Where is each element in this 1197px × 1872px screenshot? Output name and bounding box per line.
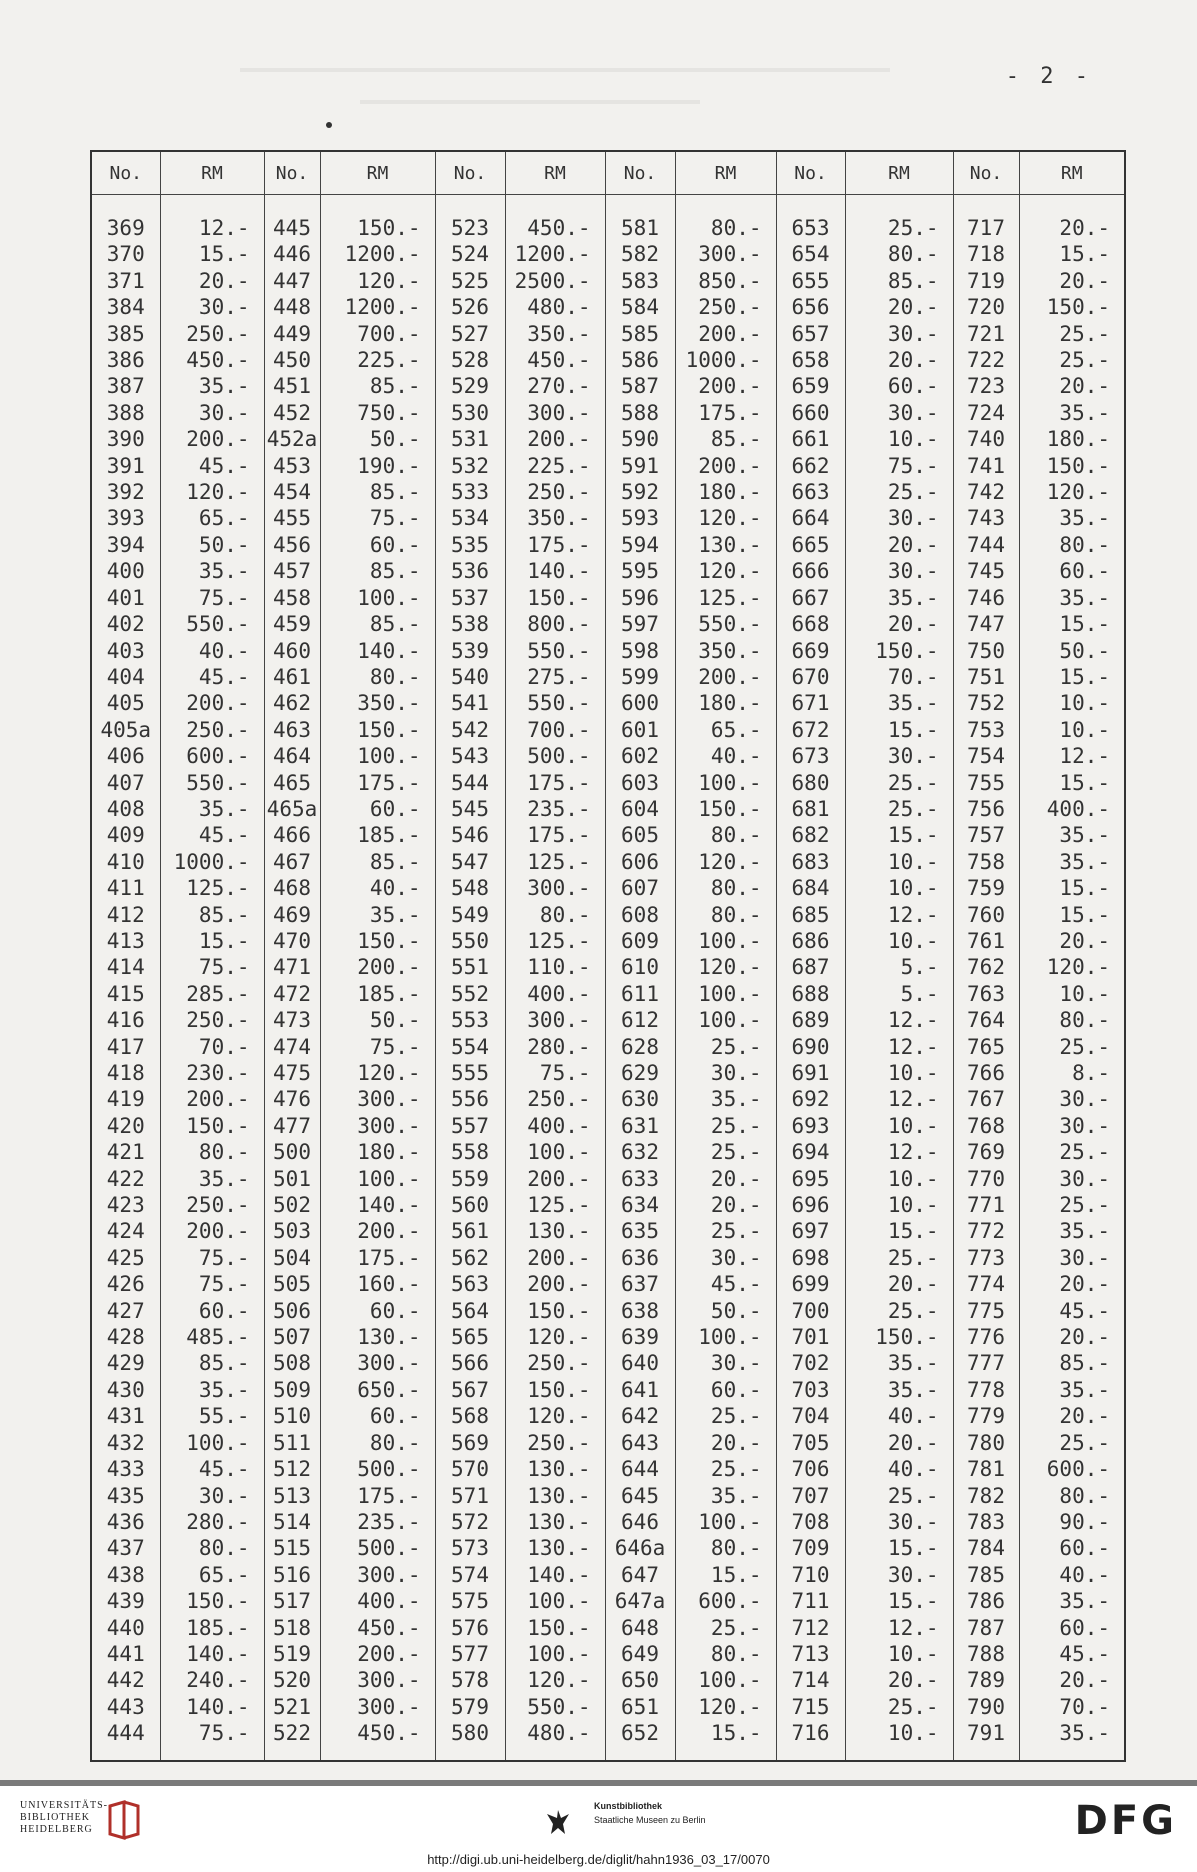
uni-line-2: BIBLIOTHEK [20, 1812, 90, 1823]
lot-number-column-4: 581 582 583 584 585 586 587 588 590 591 592 593 594 595 596 597 598 599 600 601 602 603 604 605 606 607 608 609 610 611 612 628 629 630 631 632 633 634 635 636 637 638 639 640 641 642 643 644 645 646 646a 647 647a 648 649 650 651 652 [605, 195, 675, 1762]
header-rm-6: RM [1019, 151, 1125, 195]
price-column-2: 150.- 1200.- 120.- 1200.- 700.- 225.- 85.- 750.- 50.- 190.- 85.- 75.- 60.- 85.- 100.- 85.- 140.- 80.- 350.- 150.- 100.- 175.- 60.- 185.- 85.- 40.- 35.- 150.- 200.- 185.- 50.- 75.- 120.- 300.- 300.- 180.- 100.- 140.- 200.- 175.- 160.- 60.- 130.- 300.- 650.- 60.- 80.- 500.- 175.- 235.- 500.- 300.- 400.- 450.- 200.- 300.- 300.- 450.- [320, 195, 435, 1762]
lot-number-column-5: 653 654 655 656 657 658 659 660 661 662 663 664 665 666 667 668 669 670 671 672 673 680 681 682 683 684 685 686 687 688 689 690 691 692 693 694 695 696 697 698 699 700 701 702 703 704 705 706 707 708 709 710 711 712 713 714 715 716 [776, 195, 845, 1762]
header-rm-2: RM [320, 151, 435, 195]
digitization-footer [0, 1786, 1197, 1872]
ledger-body-row [91, 195, 1125, 1762]
lot-number-column-2: 445 446 447 448 449 450 451 452 452a 453 454 455 456 457 458 459 460 461 462 463 464 465 465a 466 467 468 469 470 471 472 473 474 475 476 477 500 501 502 503 504 505 506 507 508 509 510 511 512 513 514 515 516 517 518 519 520 521 522 [264, 195, 320, 1762]
lot-number-column-3: 523 524 525 526 527 528 529 530 531 532 533 534 535 536 537 538 539 540 541 542 543 544 545 546 547 548 549 550 551 552 553 554 555 556 557 558 559 560 561 562 563 564 565 566 567 568 569 570 571 572 573 574 575 576 577 578 579 580 [435, 195, 505, 1762]
bleed-through-text [240, 60, 890, 120]
header-no-2: No. [264, 151, 320, 195]
kunstbibliothek-subtitle: Staatliche Museen zu Berlin [594, 1815, 706, 1825]
price-column-3: 450.- 1200.- 2500.- 480.- 350.- 450.- 270.- 300.- 200.- 225.- 250.- 350.- 175.- 140.- 150.- 800.- 550.- 275.- 550.- 700.- 500.- 175.- 235.- 175.- 125.- 300.- 80.- 125.- 110.- 400.- 300.- 280.- 75.- 250.- 400.- 100.- 200.- 125.- 130.- 200.- 200.- 150.- 120.- 250.- 150.- 120.- 250.- 130.- 130.- 130.- 130.- 140.- 100.- 150.- 100.- 120.- 550.- 480.- [505, 195, 605, 1762]
header-no-1: No. [91, 151, 160, 195]
price-ledger-table [90, 150, 1126, 1762]
price-column-1: 12.- 15.- 20.- 30.- 250.- 450.- 35.- 30.- 200.- 45.- 120.- 65.- 50.- 35.- 75.- 550.- 40.- 45.- 200.- 250.- 600.- 550.- 35.- 45.- 1000.- 125.- 85.- 15.- 75.- 285.- 250.- 70.- 230.- 200.- 150.- 80.- 35.- 250.- 200.- 75.- 75.- 60.- 485.- 85.- 35.- 55.- 100.- 45.- 30.- 280.- 80.- 65.- 150.- 185.- 140.- 240.- 140.- 75.- [160, 195, 264, 1762]
header-rm-4: RM [675, 151, 776, 195]
ink-dot [326, 122, 332, 128]
lot-number-column-6: 717 718 719 720 721 722 723 724 740 741 742 743 744 745 746 747 750 751 752 753 754 755 756 757 758 759 760 761 762 763 764 765 766 767 768 769 770 771 772 773 774 775 776 777 778 779 780 781 782 783 784 785 786 787 788 789 790 791 [953, 195, 1019, 1762]
header-no-3: No. [435, 151, 505, 195]
header-row [91, 151, 1125, 195]
price-column-4: 80.- 300.- 850.- 250.- 200.- 1000.- 200.- 175.- 85.- 200.- 180.- 120.- 130.- 120.- 125.- 550.- 350.- 200.- 180.- 65.- 40.- 100.- 150.- 80.- 120.- 80.- 80.- 100.- 120.- 100.- 100.- 25.- 30.- 35.- 25.- 25.- 20.- 20.- 25.- 30.- 45.- 50.- 100.- 30.- 60.- 25.- 20.- 25.- 35.- 100.- 80.- 15.- 600.- 25.- 80.- 100.- 120.- 15.- [675, 195, 776, 1762]
header-rm-5: RM [845, 151, 953, 195]
header-no-6: No. [953, 151, 1019, 195]
header-rm-3: RM [505, 151, 605, 195]
kunstbibliothek-title: Kunstbibliothek [594, 1801, 662, 1811]
price-column-6: 20.- 15.- 20.- 150.- 25.- 25.- 20.- 35.- 180.- 150.- 120.- 35.- 80.- 60.- 35.- 15.- 50.- 15.- 10.- 10.- 12.- 15.- 400.- 35.- 35.- 15.- 15.- 20.- 120.- 10.- 80.- 25.- 8.- 30.- 30.- 25.- 30.- 25.- 35.- 30.- 20.- 45.- 20.- 85.- 35.- 20.- 25.- 600.- 80.- 90.- 60.- 40.- 35.- 60.- 45.- 20.- 70.- 35.- [1019, 195, 1125, 1762]
permalink-url[interactable]: http://digi.ub.uni-heidelberg.de/diglit/hahn1936_03_17/0070 [427, 1852, 770, 1867]
university-library-name [20, 1800, 108, 1836]
header-no-4: No. [605, 151, 675, 195]
page-number: - 2 - [1005, 64, 1092, 89]
eagle-logo-icon [545, 1808, 571, 1836]
kunstbibliothek-credit [594, 1799, 706, 1827]
header-no-5: No. [776, 151, 845, 195]
university-library-logo-icon [106, 1800, 142, 1840]
uni-line-3: HEIDELBERG [20, 1824, 93, 1835]
header-rm-1: RM [160, 151, 264, 195]
lot-number-column-1: 369 370 371 384 385 386 387 388 390 391 392 393 394 400 401 402 403 404 405 405a 406 407 408 409 410 411 412 413 414 415 416 417 418 419 420 421 422 423 424 425 426 427 428 429 430 431 432 433 435 436 437 438 439 440 441 442 443 444 [91, 195, 160, 1762]
dfg-logo: DFG [1074, 1798, 1177, 1844]
price-column-5: 25.- 80.- 85.- 20.- 30.- 20.- 60.- 30.- 10.- 75.- 25.- 30.- 20.- 30.- 35.- 20.- 150.- 70.- 35.- 15.- 30.- 25.- 25.- 15.- 10.- 10.- 12.- 10.- 5.- 5.- 12.- 12.- 10.- 12.- 10.- 12.- 10.- 10.- 15.- 25.- 20.- 25.- 150.- 35.- 35.- 40.- 20.- 40.- 25.- 30.- 15.- 30.- 15.- 12.- 10.- 20.- 25.- 10.- [845, 195, 953, 1762]
uni-line-1: UNIVERSITÄTS- [20, 1800, 108, 1811]
